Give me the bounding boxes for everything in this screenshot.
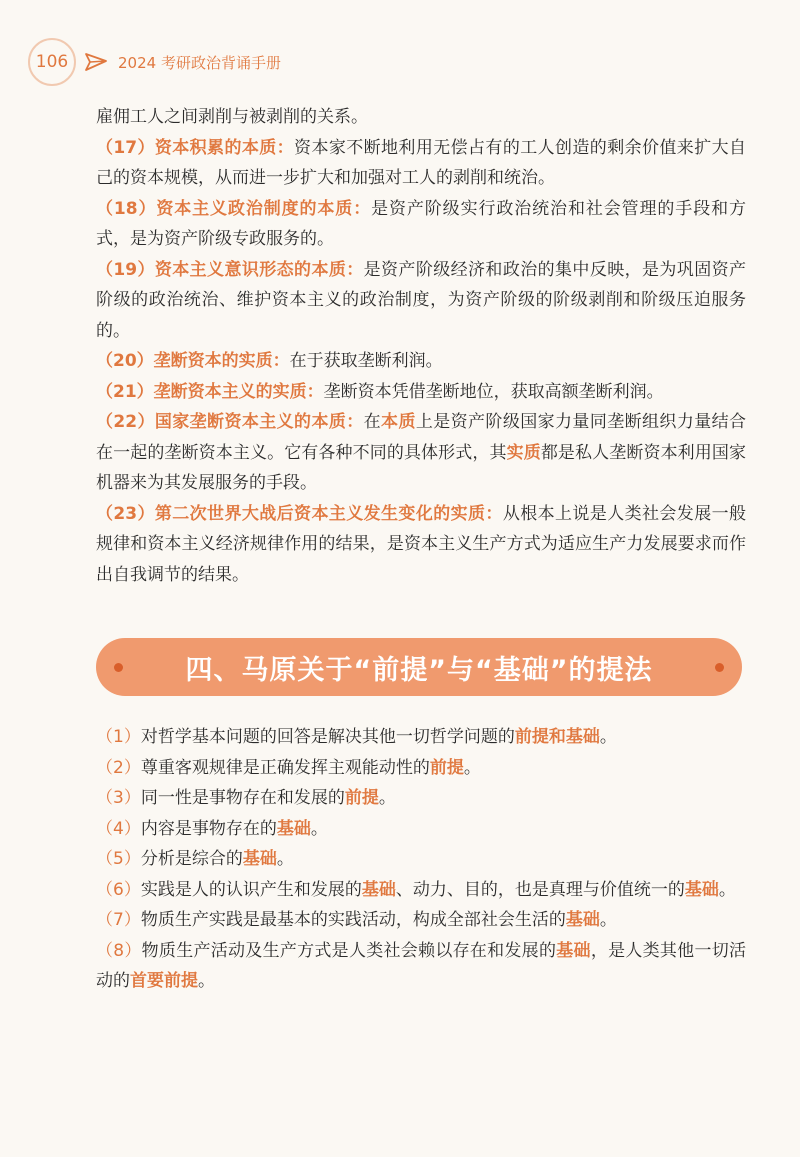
list-item-6 xyxy=(96,875,746,906)
highlight-word: 实质 xyxy=(506,442,541,463)
item-term: 垄断资本的实质： xyxy=(153,351,290,371)
item-number: （22） xyxy=(96,412,155,432)
item-number: （18） xyxy=(96,198,157,219)
item-text: 是资产阶级实行政治统治和社会管理的手段和方式，是为资产阶级专政服务的。 xyxy=(96,198,746,249)
item-term: 资本主义意识形态的本质： xyxy=(154,259,364,280)
item-text: 分析是综合的 xyxy=(140,849,243,869)
item-text: 。 xyxy=(718,879,736,900)
book-title: 2024 考研政治背诵手册 xyxy=(118,53,281,72)
item-number: （2） xyxy=(96,757,141,778)
list-item-8 xyxy=(96,936,746,997)
item-text: 都是私人垄断资本利用国家机器来为其发展服务的手段。 xyxy=(96,442,747,493)
item-number: （20） xyxy=(96,351,154,371)
item-text: 实践是人的认识产生和发展的 xyxy=(140,879,362,900)
highlight-word: 基础 xyxy=(276,818,311,839)
highlight-word: 基础 xyxy=(556,940,591,961)
item-text: 是资产阶级经济和政治的集中反映，是为巩固资产阶级的政治统治、维护资本主义的政治制度，为资产阶级的阶级剥削和阶级压迫服务的。 xyxy=(96,259,746,341)
highlight-word: 首要前提 xyxy=(130,971,198,991)
highlight-word: 前提 xyxy=(344,788,379,808)
item-number: （4） xyxy=(96,818,141,839)
item-number: （3） xyxy=(96,788,141,808)
list-item-7 xyxy=(96,905,746,936)
item-number: （7） xyxy=(96,910,141,930)
highlight-word: 本质 xyxy=(381,412,416,432)
item-text: 在于获取垄断利润。 xyxy=(289,351,443,371)
section-banner xyxy=(96,638,742,696)
highlight-word: 基础 xyxy=(684,879,719,900)
item-text: 。 xyxy=(310,818,328,839)
item-text: 。 xyxy=(599,910,617,930)
paragraph-continuation xyxy=(96,102,746,133)
page-number: 106 xyxy=(28,38,76,86)
highlight-word: 前提和基础 xyxy=(514,727,600,747)
item-number: （5） xyxy=(96,849,141,869)
highlight-word: 基础 xyxy=(242,849,277,869)
list-item-3 xyxy=(96,783,746,814)
paper-plane-icon xyxy=(84,50,108,74)
item-19 xyxy=(96,255,746,347)
item-text: 。 xyxy=(198,971,215,991)
content-section-three xyxy=(96,102,746,590)
item-text: ，是人类其他一切活动的 xyxy=(96,940,747,991)
item-text: 。 xyxy=(378,788,396,808)
item-term: 资本主义政治制度的本质： xyxy=(156,198,372,219)
list-item-5 xyxy=(96,844,746,875)
item-text: 垄断资本凭借垄断地位，获取高额垄断利润。 xyxy=(323,381,664,402)
item-text: 。 xyxy=(276,849,294,869)
page-header xyxy=(28,40,281,84)
item-number: （23） xyxy=(96,503,155,524)
list-item-1 xyxy=(96,722,746,753)
highlight-word: 基础 xyxy=(565,910,600,930)
highlight-word: 基础 xyxy=(361,879,396,900)
item-number: （6） xyxy=(96,879,141,900)
item-text: 上是资产阶级国家力量同垄断组织力量结合在一起的垄断资本主义。它有各种不同的具体形式，其 xyxy=(96,412,747,463)
item-number: （21） xyxy=(96,381,154,402)
item-text: 物质生产活动及生产方式是人类社会赖以存在和发展的 xyxy=(141,940,557,961)
item-term: 垄断资本主义的实质： xyxy=(153,381,324,402)
highlight-word: 前提 xyxy=(429,757,464,778)
item-text: 物质生产实践是最基本的实践活动，构成全部社会生活的 xyxy=(140,910,566,930)
list-item-2 xyxy=(96,753,746,784)
item-number: （17） xyxy=(96,137,155,158)
item-text: 对哲学基本问题的回答是解决其他一切哲学问题的 xyxy=(140,727,515,747)
list-item-4 xyxy=(96,814,746,845)
paragraph-text: 雇佣工人之间剥削与被剥削的关系。 xyxy=(96,107,368,127)
item-22 xyxy=(96,407,746,499)
content-section-four xyxy=(96,722,746,997)
item-text: 。 xyxy=(599,727,617,747)
banner-dot-icon xyxy=(715,663,724,672)
item-text: 内容是事物存在的 xyxy=(140,818,277,839)
item-text: 尊重客观规律是正确发挥主观能动性的 xyxy=(140,757,430,778)
item-text: 在 xyxy=(363,412,382,432)
item-text: 、动力、目的，也是真理与价值统一的 xyxy=(395,879,685,900)
item-20 xyxy=(96,346,746,377)
item-number: （19） xyxy=(96,259,155,280)
item-text: 从根本上说是人类社会发展一般规律和资本主义经济规律作用的结果，是资本主义生产方式为适应生产力发展要求而作出自我调节的结果。 xyxy=(96,503,747,585)
item-23 xyxy=(96,499,746,591)
item-17 xyxy=(96,133,746,194)
item-text: 同一性是事物存在和发展的 xyxy=(140,788,345,808)
item-term: 国家垄断资本主义的本质： xyxy=(154,412,364,432)
item-18 xyxy=(96,194,746,255)
item-text: 资本家不断地利用无偿占有的工人创造的剩余价值来扩大自己的资本规模，从而进一步扩大和加强对工人的剥削和统治。 xyxy=(96,137,746,188)
item-term: 第二次世界大战后资本主义发生变化的实质： xyxy=(154,503,503,524)
item-number: （1） xyxy=(96,727,141,747)
item-term: 资本积累的本质： xyxy=(154,137,295,158)
item-number: （8） xyxy=(96,940,142,961)
banner-dot-icon xyxy=(114,663,123,672)
item-text: 。 xyxy=(463,757,481,778)
section-title: 四、马原关于“前提”与“基础”的提法 xyxy=(185,654,653,686)
item-21 xyxy=(96,377,746,408)
